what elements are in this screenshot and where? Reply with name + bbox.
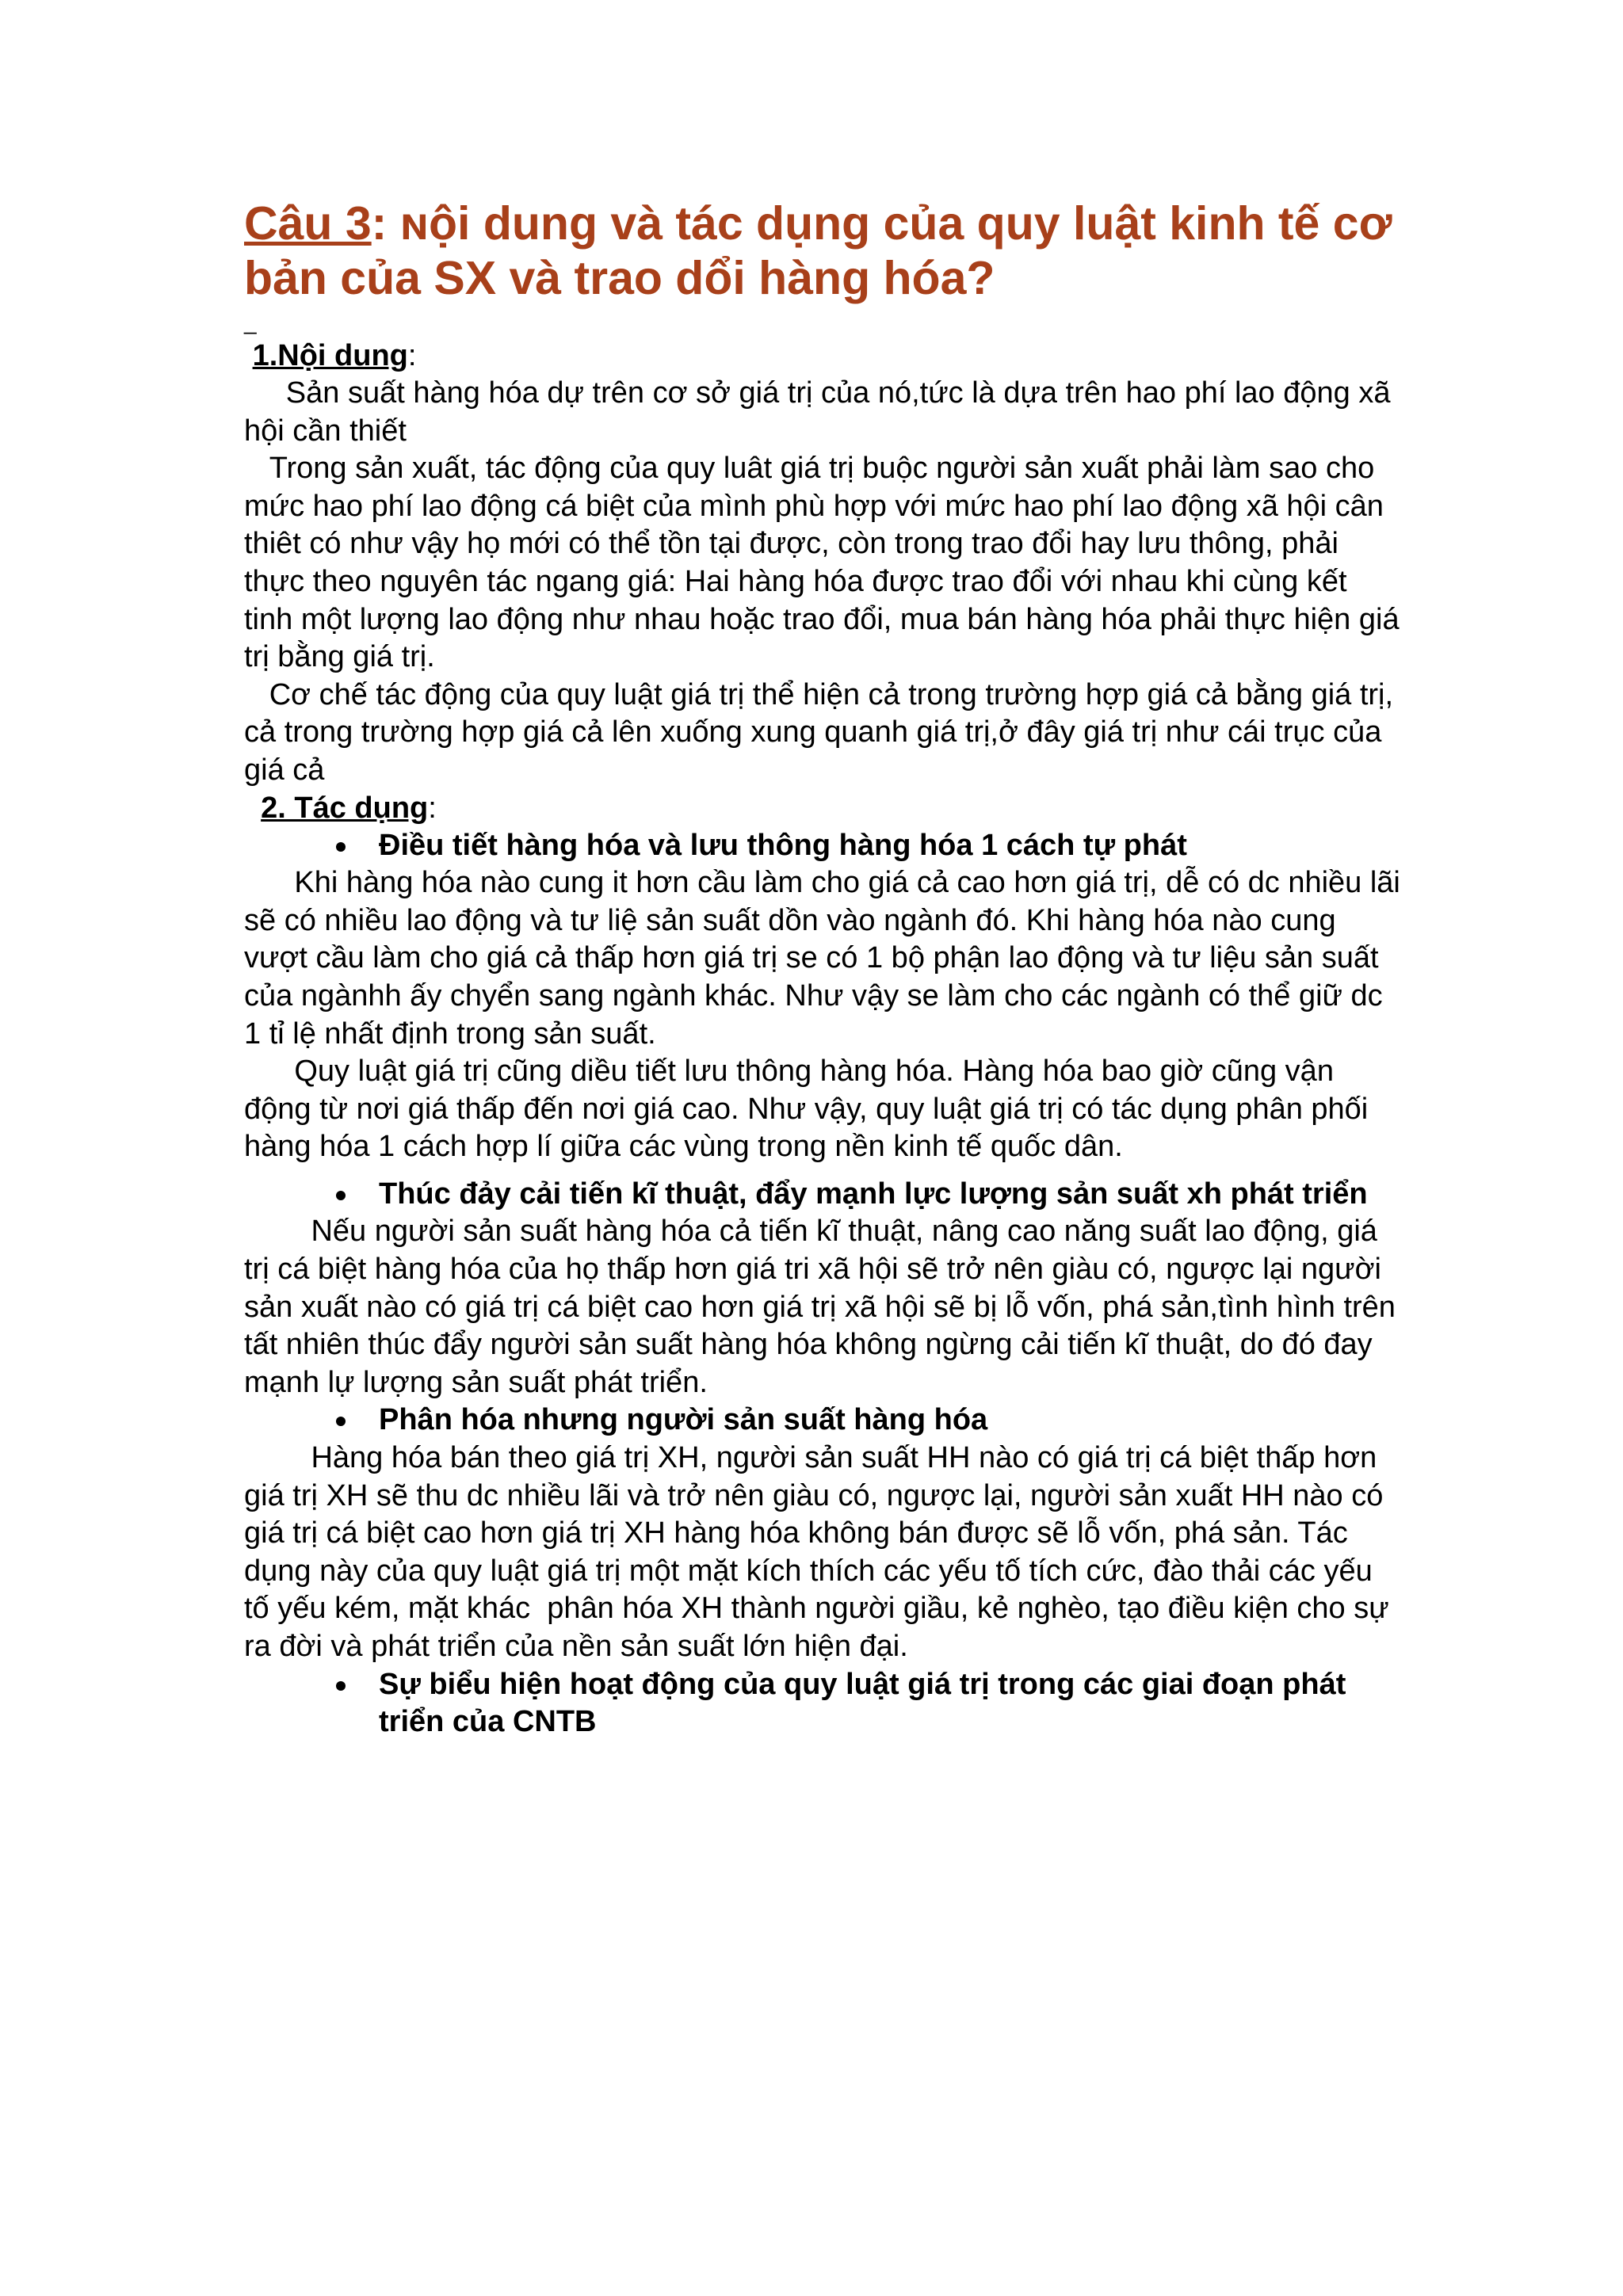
bullet-item-1 — [244, 827, 1401, 865]
question-number: Câu 3 — [244, 197, 372, 250]
bullet-item-4 — [244, 1666, 1401, 1741]
dash-mark: _ — [244, 310, 257, 334]
section-2-heading-text: 2. Tác dụng — [261, 791, 429, 825]
section-2-heading — [244, 790, 1401, 827]
title-colon: : — [371, 197, 388, 250]
section-1-paragraph-2: Trong sản xuất, tác động của quy luât giá trị buộc người sản xuất phải làm sao cho mức hao phí lao động cá biệt của mình phù hợp với mức hao phí lao động xã hội cân thiêt có như vậy họ mới có thể tồn tại được, còn trong trao đổi hay lưu thông, phải thực theo nguyên tác ngang giá: Hai hàng hóa được trao đổi với nhau khi cùng kết tinh một lượng lao động như nhau hoặc trao đổi, mua bán hàng hóa phải thực hiện giá trị bằng giá trị. — [244, 452, 1408, 674]
section-1-heading — [244, 338, 1401, 375]
section-2-heading-colon: : — [428, 791, 437, 825]
bullet-1-paragraph-1: Khi hàng hóa nào cung it hơn cầu làm cho giá cả cao hơn giá trị, dễ có dc nhiều lãi sẽ có nhiều lao động và tư liệ sản suất dồn vào ngành đó. Khi hàng hóa nào cung vượt cầu làm cho giá cả thấp hơn giá trị se có 1 bộ phận lao động và tư liệu sản suất của ngànhh ấy chyển sang ngành khác. Như vậy se làm cho các ngành có thể giữ dc 1 tỉ lệ nhất định trong sản suất. — [244, 866, 1409, 1051]
page-title — [244, 196, 1401, 306]
bullet-4-title: Sự biểu hiện hoạt động của quy luật giá trị trong các giai đoạn phát triển của CNTB — [379, 1667, 1346, 1739]
bullet-dot-icon — [336, 1681, 346, 1691]
section-1-paragraph-1: Sản suất hàng hóa dự trên cơ sở giá trị của nó,tức là dựa trên hao phí lao động xã hội cần thiết — [244, 376, 1400, 448]
bullet-1-paragraph-2: Quy luật giá trị cũng diều tiết lưu thông hàng hóa. Hàng hóa bao giờ cũng vận động từ nơi giá thấp đến nơi giá cao. Như vậy, quy luật giá trị có tác dụng phân phối hàng hóa 1 cách hợp lí giữa các vùng trong nền kinh tế quốc dân. — [244, 1055, 1377, 1164]
section-1-heading-colon: : — [407, 339, 417, 372]
section-1-paragraph-3: Cơ chế tác động của quy luật giá trị thể hiện cả trong trường hợp giá cả bằng giá trị, cả trong trường hợp giá cả lên xuống xung quanh giá trị,ở đây giá trị như cái trục của giá cả — [244, 677, 1402, 787]
bullet-dot-icon — [336, 842, 346, 852]
bullet-3-title: Phân hóa nhưng người sản suất hàng hóa — [379, 1403, 988, 1437]
bullet-dot-icon — [336, 1417, 346, 1426]
bullet-2-title: Thúc đảy cải tiến kĩ thuật, đẩy mạnh lực lượng sản suất xh phát triển — [379, 1177, 1368, 1211]
section-1-body — [244, 375, 1408, 790]
section-2-body — [244, 827, 1409, 1741]
bullet-item-3 — [244, 1402, 1401, 1440]
document-content — [244, 196, 1409, 1741]
bullet-item-2 — [244, 1176, 1401, 1214]
title-text: ɴội dung và tác dụng của quy luật kinh tế cơ bản của SX và trao dổi hàng hóa? — [244, 197, 1392, 304]
bullet-3-paragraph-1: Hàng hóa bán theo giá trị XH, người sản suất HH nào có giá trị cá biệt thấp hơn giá trị XH sẽ thu dc nhiều lãi và trở nên giàu có, ngược lại, người sản xuất HH nào có giá trị cá biệt cao hơn giá trị XH hàng hóa không bán được sẽ lỗ vốn, phá sản. Tác dụng này của quy luật giá trị một mặt kích thích các yếu tố tích cức, đào thải các yếu tố yếu kém, mặt khác phân hóa XH thành người giầu, kẻ nghèo, tạo điều kiện cho sự ra đời và phát triển của nền sản suất lớn hiện đại. — [244, 1441, 1398, 1663]
bullet-1-title: Điều tiết hàng hóa và lưu thông hàng hóa 1 cách tự phát — [379, 828, 1187, 862]
section-1-heading-text: 1.Nội dung — [252, 339, 408, 372]
bullet-2-paragraph-1: Nếu người sản suất hàng hóa cả tiến kĩ thuật, nâng cao năng suất lao động, giá trị cá biệt hàng hóa của họ thấp hơn giá tri xã hội sẽ trở nên giàu có, ngược lại người sản xuất nào có giá trị cá biệt cao hơn giá trị xã hội sẽ bị lỗ vốn, phá sản,tình hình trên tất nhiên thúc đẩy người sản suất hàng hóa không ngừng cải tiến kĩ thuật, do đó đay mạnh lự lượng sản suất phát triển. — [244, 1215, 1404, 1399]
bullet-dot-icon — [336, 1191, 346, 1200]
